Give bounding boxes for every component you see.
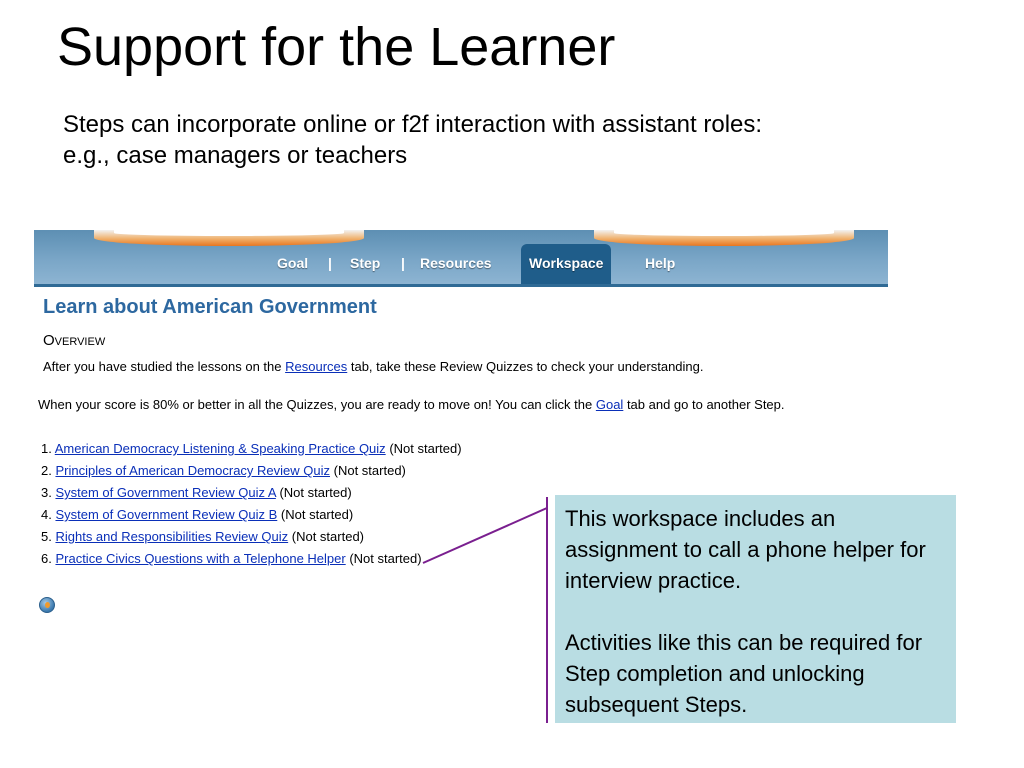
callout-paragraph: Activities like this can be required for Step completion and unlocking subsequent Steps. (565, 630, 923, 717)
quiz-number: 4. (41, 507, 52, 522)
callout-paragraph: This workspace includes an assignment to call a phone helper for interview practice. (565, 506, 926, 593)
list-item (41, 526, 462, 548)
nav-bar (34, 230, 888, 287)
score-note (38, 397, 785, 412)
quiz-number: 2. (41, 463, 52, 478)
quiz-number: 1. (41, 441, 52, 456)
quiz-status: (Not started) (279, 485, 352, 500)
quiz-status: (Not started) (389, 441, 462, 456)
list-item (41, 548, 462, 570)
tab-step[interactable]: Step (350, 255, 381, 271)
swoosh-highlight (614, 230, 834, 236)
quiz-number: 6. (41, 551, 52, 566)
tab-help[interactable]: Help (645, 255, 676, 271)
page-heading: Learn about American Government (43, 296, 377, 318)
list-item (41, 482, 462, 504)
quiz-link[interactable]: Rights and Responsibilities Review Quiz (55, 529, 289, 544)
overview-label: Overview (43, 332, 106, 349)
quiz-link[interactable]: Practice Civics Questions with a Telephone Helper (55, 551, 346, 566)
quiz-number: 5. (41, 529, 52, 544)
intro-text-start: After you have studied the lessons on the (43, 359, 286, 374)
list-item (41, 460, 462, 482)
score-note-start: When your score is 80% or better in all the Quizzes, you are ready to move on! You can click the (38, 397, 596, 412)
quiz-list (41, 438, 462, 570)
quiz-status: (Not started) (349, 551, 422, 566)
tab-workspace[interactable]: Workspace (521, 244, 611, 284)
help-icon[interactable] (39, 597, 55, 613)
nav-tabs (34, 244, 888, 284)
quiz-status: (Not started) (333, 463, 406, 478)
tab-goal[interactable]: Goal (277, 255, 309, 271)
quiz-link[interactable]: American Democracy Listening & Speaking Practice Quiz (54, 441, 386, 456)
tab-separator: | (401, 255, 405, 271)
swoosh-highlight (114, 230, 344, 236)
callout-bracket-line (546, 497, 548, 723)
goal-link[interactable]: Goal (595, 397, 624, 412)
quiz-link[interactable]: System of Government Review Quiz B (55, 507, 278, 522)
list-item (41, 504, 462, 526)
callout-box (555, 495, 956, 723)
slide-title: Support for the Learner (57, 17, 616, 77)
quiz-number: 3. (41, 485, 52, 500)
intro-text-end: tab, take these Review Quizzes to check your understanding. (347, 359, 704, 374)
list-item (41, 438, 462, 460)
quiz-status: (Not started) (291, 529, 365, 544)
resources-link[interactable]: Resources (285, 359, 348, 374)
score-note-end: tab and go to another Step. (623, 397, 785, 412)
subtitle-line: e.g., case managers or teachers (63, 142, 408, 169)
quiz-link[interactable]: System of Government Review Quiz A (55, 485, 276, 500)
quiz-link[interactable]: Principles of American Democracy Review Quiz (55, 463, 331, 478)
tab-resources[interactable]: Resources (420, 255, 492, 271)
slide-subtitle (63, 109, 923, 171)
quiz-status: (Not started) (280, 507, 354, 522)
subtitle-line: Steps can incorporate online or f2f interaction with assistant roles: (63, 111, 763, 138)
tab-separator: | (328, 255, 332, 271)
intro-text (43, 359, 704, 374)
